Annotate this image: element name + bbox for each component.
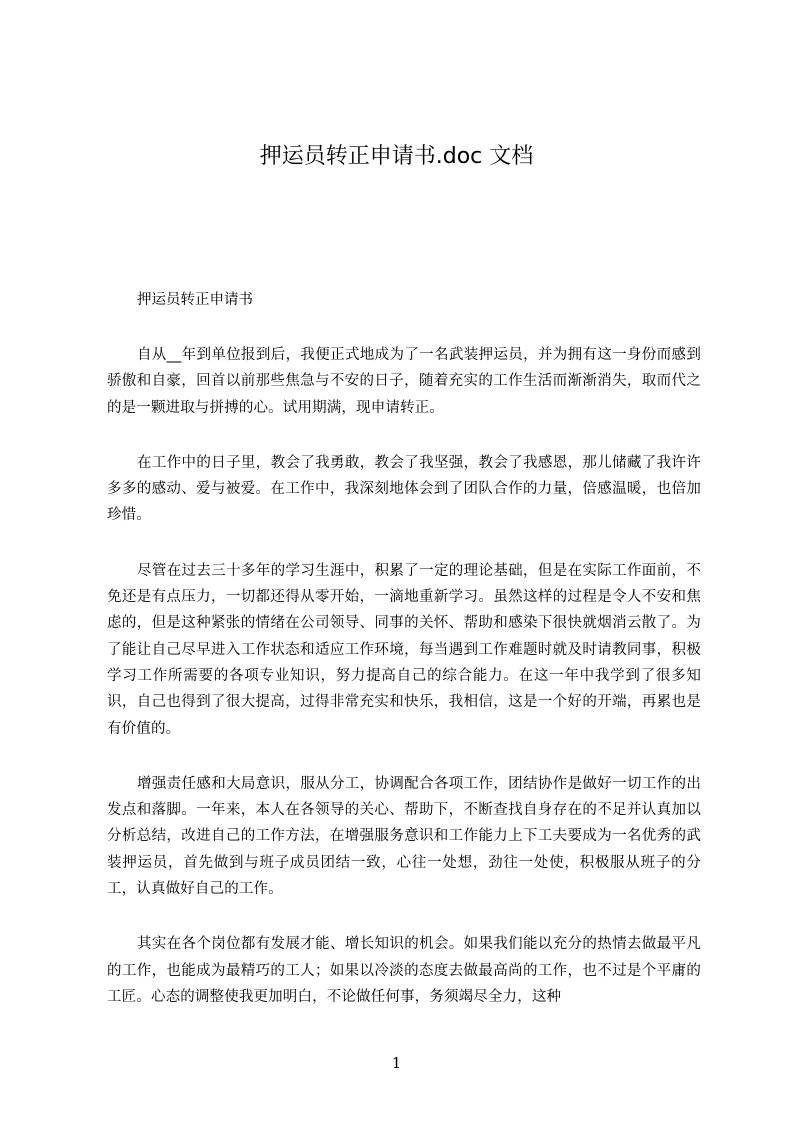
paragraph-5: 其实在各个岗位都有发展才能、增长知识的机会。如果我们能以充分的热情去做最平凡的工作，也能成为最精巧的工人；如果以冷淡的态度去做最高尚的工作，也不过是个平庸的工匠。心态的调整使我更加明白，不论做任何事，务须竭尽全力，这种 xyxy=(107,936,701,1005)
document-body xyxy=(107,287,701,1039)
paragraph-1: 自从__年到单位报到后，我便正式地成为了一名武装押运员，并为拥有这一身份而感到骄傲和自豪，回首以前那些焦急与不安的日子，随着充实的工作生活而渐渐消失，取而代之的是一颗进取与拼搏的心。试用期满，现申请转正。 xyxy=(107,347,701,416)
paragraph-3: 尽管在过去三十多年的学习生涯中，积累了一定的理论基础，但是在实际工作面前，不免还是有点压力，一切都还得从零开始，一滴地重新学习。虽然这样的过程是令人不安和焦虑的，但是这种紧张的情绪在公司领导、同事的关怀、帮助和感染下很快就烟消云散了。为了能让自己尽早进入工作状态和适应工作环境，每当遇到工作难题时就及时请教同事，积极学习工作所需要的各项专业知识，努力提高自己的综合能力。在这一年中我学到了很多知识，自己也得到了很大提高，过得非常充实和快乐，我相信，这是一个好的开端，再累也是有价值的。 xyxy=(107,562,701,737)
paragraph-2: 在工作中的日子里，教会了我勇敢，教会了我坚强，教会了我感恩，那儿储藏了我许许多多的感动、爱与被爱。在工作中，我深刻地体会到了团队合作的力量，倍感温暖，也倍加珍惜。 xyxy=(107,454,701,524)
section-heading: 押运员转正申请书 xyxy=(137,292,253,308)
paragraph-4: 增强责任感和大局意识，服从分工，协调配合各项工作，团结协作是做好一切工作的出发点和落脚。一年来，本人在各领导的关心、帮助下，不断查找自身存在的不足并认真加以分析总结，改进自己的工作方法，在增强服务意识和工作能力上下工夫要成为一名优秀的武装押运员，首先做到与班子成员团结一致，心往一处想，劲往一处使，积极服从班子的分工，认真做好自己的工作。 xyxy=(107,775,701,898)
document-title: 押运员转正申请书.doc 文档 xyxy=(259,144,534,169)
page-number: 1 xyxy=(391,1054,402,1072)
